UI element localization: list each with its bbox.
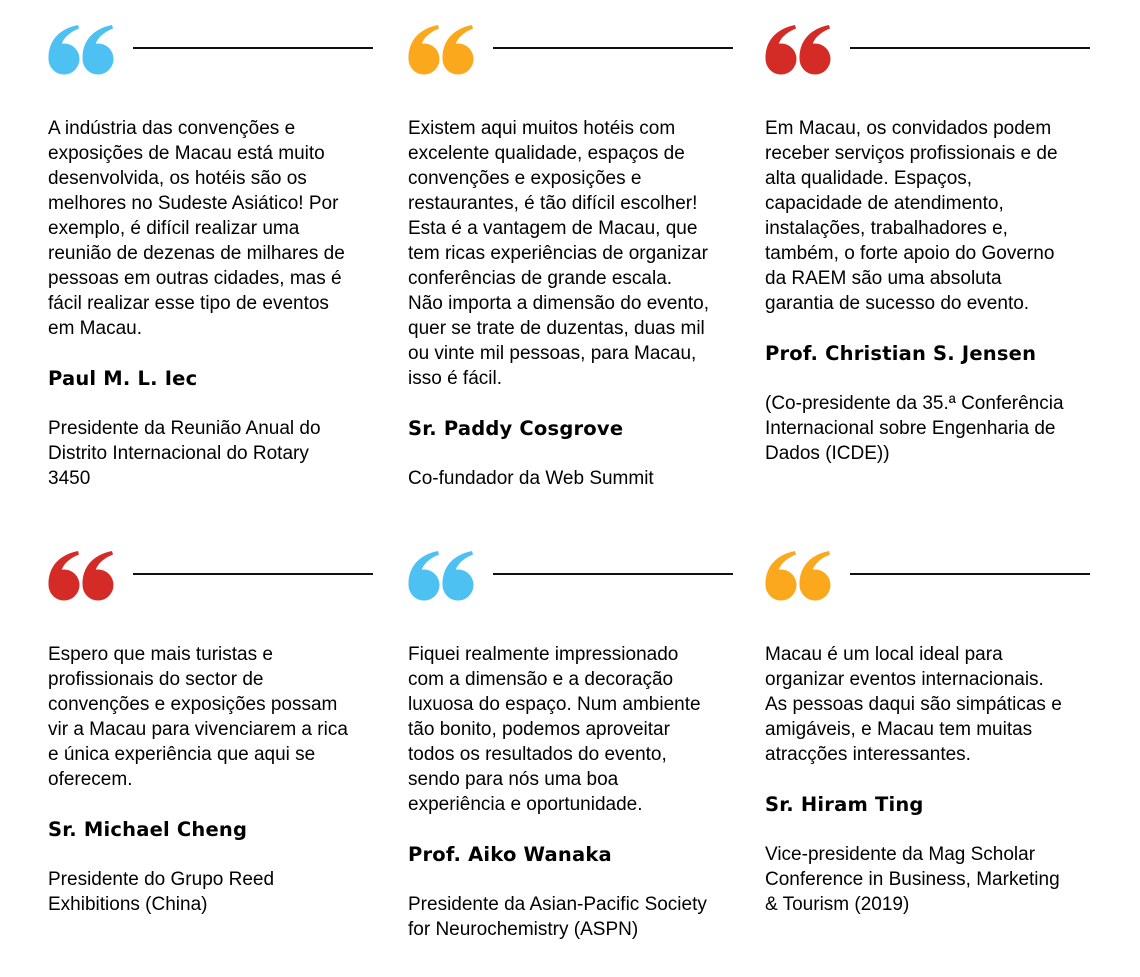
author-name: Sr. Michael Cheng <box>48 818 248 841</box>
quote-text: Fiquei realmente impressionado com a dimensão e a decoração luxuosa do espaço. Num ambiente tão bonito, podemos aproveitar todos os resultados do evento, sendo para nós uma boa experiência e oportunidade. <box>408 644 701 815</box>
testimonial-quote <box>765 617 1062 942</box>
author-name: Sr. Hiram Ting <box>765 793 924 816</box>
quote-glyph <box>408 24 476 76</box>
quote-text: Macau é um local ideal para organizar eventos internacionais. As pessoas daqui são simpáticas e amigáveis, e Macau tem muitas atracções interessantes. <box>765 644 1062 765</box>
quote-mark-icon <box>765 24 833 76</box>
author-role: (Co-presidente da 35.ª Conferência Internacional sobre Engenharia de Dados (ICDE)) <box>765 393 1064 464</box>
author-role: Presidente da Reunião Anual do Distrito Internacional do Rotary 3450 <box>48 418 321 489</box>
divider-line <box>493 47 733 49</box>
author-name: Paul M. L. Iec <box>48 367 198 390</box>
author-name: Sr. Paddy Cosgrove <box>408 417 624 440</box>
quote-mark-icon <box>408 550 476 602</box>
author-role: Co-fundador da Web Summit <box>408 468 654 489</box>
quote-glyph <box>765 550 833 602</box>
quote-mark-icon <box>48 24 116 76</box>
quote-glyph <box>48 24 116 76</box>
quote-mark-icon <box>765 550 833 602</box>
divider-line <box>850 47 1090 49</box>
divider-line <box>133 47 373 49</box>
quote-mark-icon <box>408 24 476 76</box>
testimonial-quote <box>765 91 1064 491</box>
testimonial-quote <box>408 617 707 967</box>
quote-text: Espero que mais turistas e profissionais do sector de convenções e exposições possam vir a Macau para vivenciarem a rica e única experiência que aqui se oferecem. <box>48 644 348 790</box>
divider-line <box>850 573 1090 575</box>
quote-glyph <box>48 550 116 602</box>
testimonial-quote <box>408 91 709 516</box>
quote-text: Em Macau, os convidados podem receber serviços profissionais e de alta qualidade. Espaços, capacidade de atendimento, instalações, trabalhadores e, também, o forte apoio do Governo da RAEM são uma absoluta garantia de sucesso do evento. <box>765 118 1058 314</box>
author-role: Presidente do Grupo Reed Exhibitions (China) <box>48 869 275 915</box>
quote-text: A indústria das convenções e exposições de Macau está muito desenvolvida, os hotéis são os melhores no Sudeste Asiático! Por exemplo, é difícil realizar uma reunião de dezenas de milhares de pessoas em outras cidades, mas é fácil realizar esse tipo de eventos em Macau. <box>48 118 345 339</box>
quote-text: Existem aqui muitos hotéis com excelente qualidade, espaços de convenções e exposições e restaurantes, é tão difícil escolher! Esta é a vantagem de Macau, que tem ricas experiências de organizar conferências de grande escala. Não importa a dimensão do evento, quer se trate de duzentas, duas mil ou vinte mil pessoas, para Macau, isso é fácil. <box>408 118 710 389</box>
quote-mark-icon <box>48 550 116 602</box>
testimonial-quote <box>48 91 345 516</box>
author-name: Prof. Christian S. Jensen <box>765 342 1037 365</box>
author-role: Vice-presidente da Mag Scholar Conference in Business, Marketing & Tourism (2019) <box>765 844 1060 915</box>
testimonial-quote <box>48 617 348 942</box>
quote-glyph <box>765 24 833 76</box>
divider-line <box>133 573 373 575</box>
author-name: Prof. Aiko Wanaka <box>408 843 612 866</box>
divider-line <box>493 573 733 575</box>
quote-glyph <box>408 550 476 602</box>
author-role: Presidente da Asian-Pacific Society for Neurochemistry (ASPN) <box>408 894 707 940</box>
